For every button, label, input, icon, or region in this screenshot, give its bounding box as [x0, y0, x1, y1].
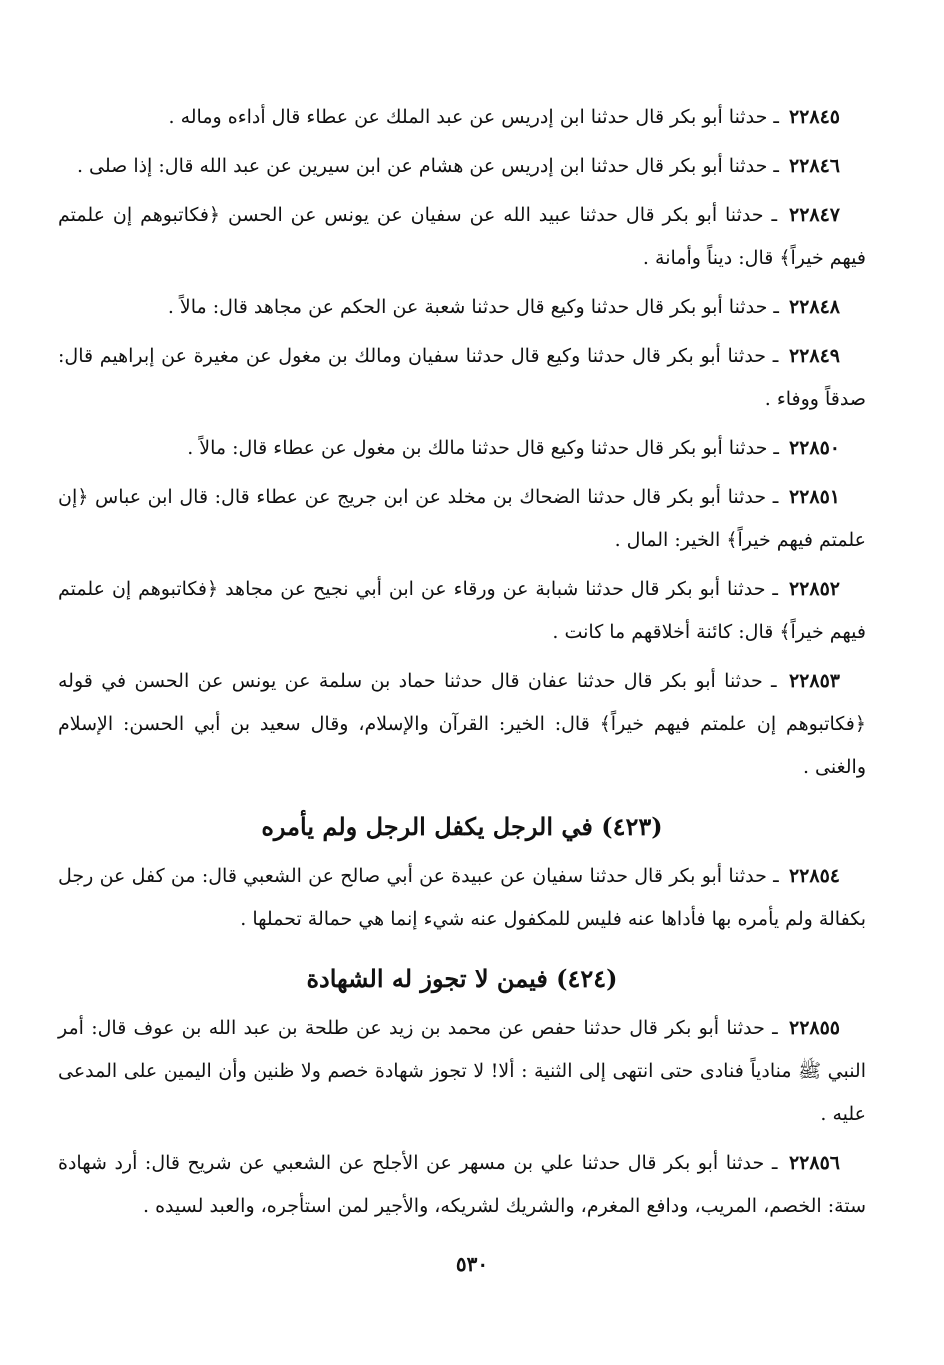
hadith-number: ٢٢٨٥٢ [788, 578, 840, 600]
hadith-text: ـ حدثنا أبو بكر قال حدثنا شبابة عن ورقاء عن ابن أبي نجيح عن مجاهد ﴿فكاتبوهم إن علمتم فيهم خيراً﴾ قال: كائنة أخلاقهم ما كانت . [58, 578, 866, 643]
hadith-text: ـ حدثنا أبو بكر قال حدثنا سفيان عن عبيدة عن أبي صالح عن الشعبي قال: من كفل عن رجل بكفالة ولم يأمره بها فأداها عنه فليس للمكفول عنه شيء إنما هي حمالة تحملها . [58, 865, 866, 930]
hadith-entry [58, 568, 866, 654]
hadith-number: ٢٢٨٤٨ [788, 296, 840, 318]
hadith-entry [58, 1007, 866, 1136]
hadith-text: ـ حدثنا أبو بكر قال حدثنا وكيع قال حدثنا سفيان ومالك بن مغول عن مغيرة عن إبراهيم قال: صدقاً ووفاء . [58, 345, 866, 410]
hadith-text: ـ حدثنا أبو بكر قال حدثنا ابن إدريس عن هشام عن ابن سيرين عن عبد الله قال: إذا صلى . [76, 155, 779, 177]
hadith-text: ـ حدثنا أبو بكر قال حدثنا ابن إدريس عن عبد الملك عن عطاء قال أداءه وماله . [168, 106, 779, 128]
hadith-entry [58, 855, 866, 941]
hadith-number: ٢٢٨٥٦ [788, 1152, 840, 1174]
hadith-number: ٢٢٨٥٤ [788, 865, 840, 887]
hadith-number: ٢٢٨٤٦ [788, 155, 840, 177]
hadith-entry [58, 660, 866, 789]
hadith-entry [58, 335, 866, 421]
hadith-number: ٢٢٨٥٠ [788, 437, 840, 459]
hadith-text: ـ حدثنا أبو بكر قال حدثنا عفان قال حدثنا حماد بن سلمة عن يونس عن الحسن في قوله ﴿فكاتبوهم إن علمتم فيهم خيراً﴾ قال: الخير: القرآن والإسلام، وقال سعيد بن أبي الحسن: الإسلام والغنى . [58, 670, 866, 778]
hadith-number: ٢٢٨٥٥ [788, 1017, 841, 1039]
hadith-text: ـ حدثنا أبو بكر قال حدثنا حفص عن محمد بن زيد عن طلحة بن عبد الله بن عوف قال: أمر النبي ﷺ منادياً فنادى حتى انتهى إلى الثنية : ألا! لا تجوز شهادة خصم ولا ظنين وأن اليمين على المدعى عليه . [58, 1017, 866, 1125]
page-number: ٥٣٠ [455, 1252, 489, 1276]
hadith-text: ـ حدثنا أبو بكر قال حدثنا وكيع قال حدثنا مالك بن مغول عن عطاء قال: مالاً . [187, 437, 779, 459]
chapter-heading: (٤٢٣) في الرجل يكفل الرجل ولم يأمره [261, 812, 663, 841]
hadith-text: ـ حدثنا أبو بكر قال حدثنا عبيد الله عن سفيان عن يونس عن الحسن ﴿فكاتبوهم إن علمتم فيهم خيراً﴾ قال: ديناً وأمانة . [58, 204, 866, 269]
hadith-entry [58, 286, 866, 329]
hadith-entry [58, 476, 866, 562]
hadith-entry [58, 1142, 866, 1228]
page-content [58, 96, 866, 1234]
hadith-entry [58, 145, 866, 188]
chapter-heading: (٤٢٤) فيمن لا تجوز له الشهادة [306, 964, 618, 993]
hadith-text: ـ حدثنا أبو بكر قال حدثنا علي بن مسهر عن الأجلح عن الشعبي عن شريح قال: أرد شهادة ستة: الخصم، المريب، ودافع المغرم، والشريك لشريكه، والأجير لمن استأجره، والعبد لسيده . [58, 1152, 866, 1217]
hadith-number: ٢٢٨٥٣ [788, 670, 840, 692]
hadith-entry [58, 96, 866, 139]
hadith-text: ـ حدثنا أبو بكر قال حدثنا الضحاك بن مخلد عن ابن جريج عن عطاء قال: قال ابن عباس ﴿إن علمتم فيهم خيراً﴾ الخير: المال . [58, 486, 866, 551]
hadith-entry [58, 194, 866, 280]
hadith-number: ٢٢٨٤٥ [788, 106, 840, 128]
hadith-entry [58, 427, 866, 470]
hadith-number: ٢٢٨٤٧ [788, 204, 841, 226]
hadith-number: ٢٢٨٤٩ [788, 345, 840, 367]
hadith-number: ٢٢٨٥١ [788, 486, 840, 508]
hadith-text: ـ حدثنا أبو بكر قال حدثنا وكيع قال حدثنا شعبة عن الحكم عن مجاهد قال: مالاً . [167, 296, 779, 318]
